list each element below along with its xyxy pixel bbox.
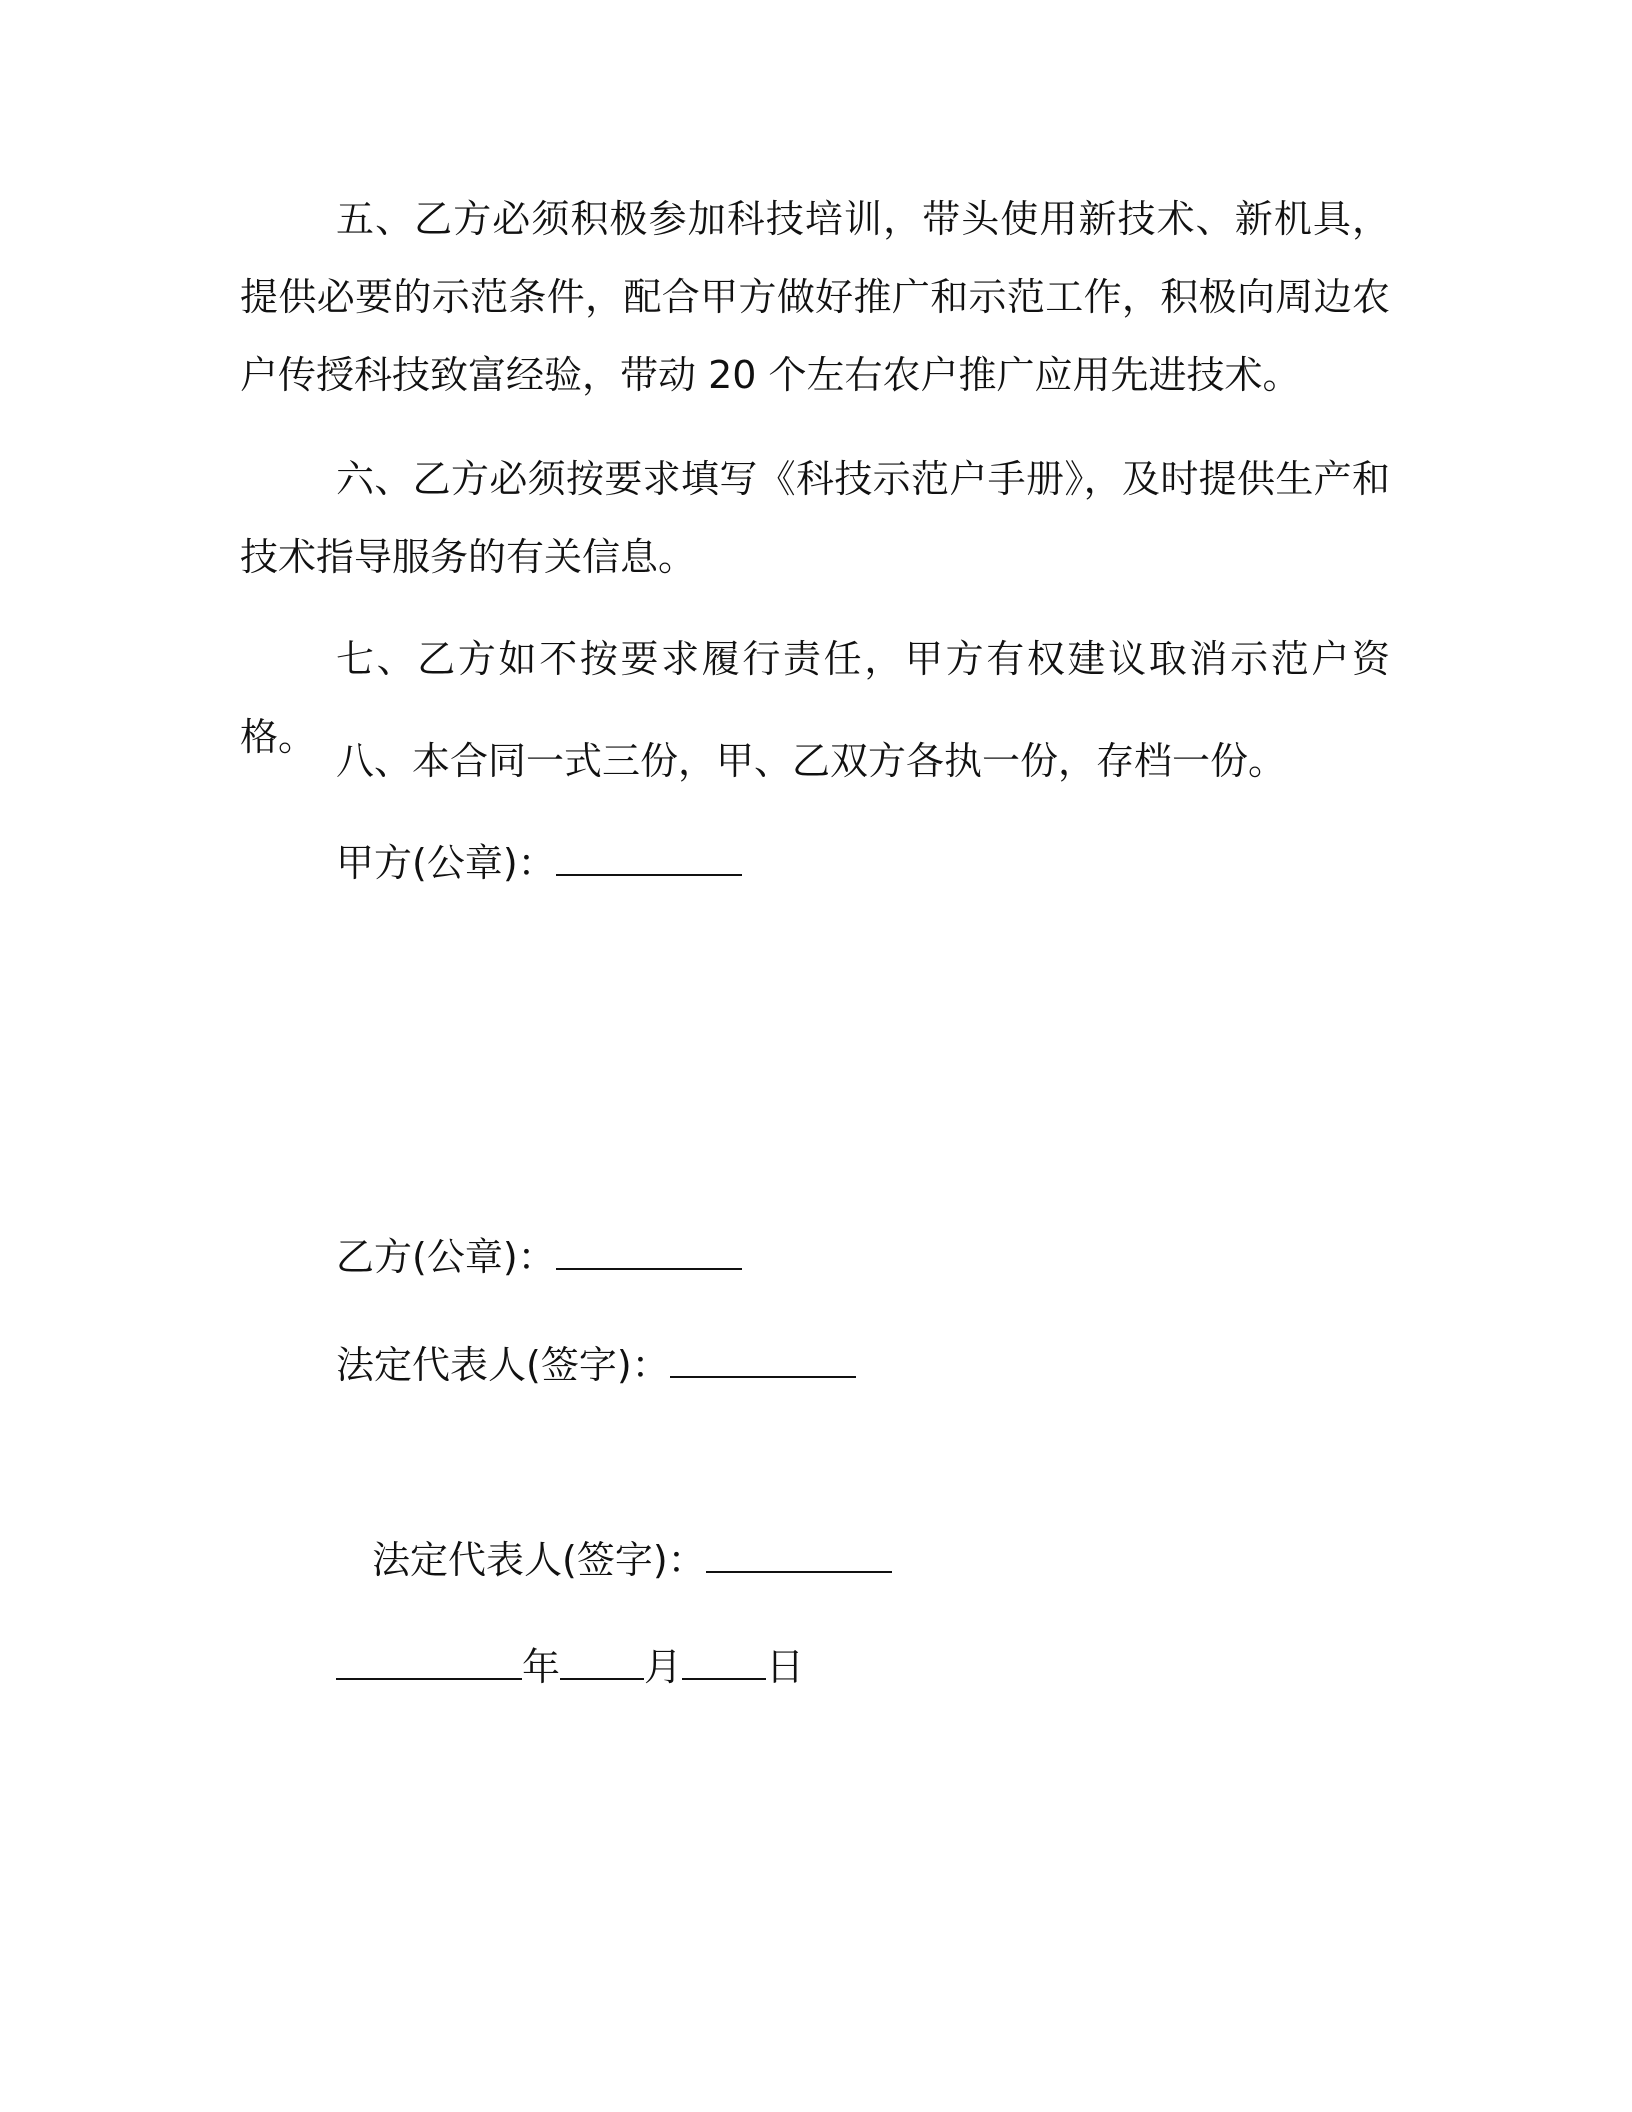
date-line xyxy=(336,1642,804,1692)
party-b-label: 乙方(公章)： xyxy=(336,1235,556,1279)
day-label: 日 xyxy=(766,1645,805,1689)
legal-rep-label-2: 法定代表人(签字)： xyxy=(372,1538,706,1582)
party-a-seal-blank[interactable] xyxy=(556,838,742,876)
legal-rep-label-1: 法定代表人(签字)： xyxy=(336,1343,670,1387)
clause-five: 五、乙方必须积极参加科技培训，带头使用新技术、新机具，提供必要的示范条件，配合甲方做好推广和示范工作，积极向周边农户传授科技致富经验，带动 20 个左右农户推广应用先进技术。 xyxy=(240,197,1390,397)
clause-eight: 八、本合同一式三份，甲、乙双方各执一份，存档一份。 xyxy=(336,739,1287,783)
party-a-label: 甲方(公章)： xyxy=(336,841,556,885)
clause-seven: 七、乙方如不按要求履行责任，甲方有权建议取消示范户资格。 xyxy=(240,637,1390,759)
legal-rep-signature-blank-2[interactable] xyxy=(706,1535,892,1573)
month-blank[interactable] xyxy=(560,1642,644,1680)
party-b-signature-line xyxy=(336,1232,742,1282)
month-label: 月 xyxy=(644,1645,683,1689)
year-blank[interactable] xyxy=(336,1642,522,1680)
legal-rep-signature-blank-1[interactable] xyxy=(670,1340,856,1378)
legal-rep-signature-line-1 xyxy=(336,1340,856,1390)
party-a-signature-line xyxy=(336,838,742,888)
clause-six: 六、乙方必须按要求填写《科技示范户手册》，及时提供生产和技术指导服务的有关信息。 xyxy=(240,457,1390,579)
legal-rep-signature-line-2 xyxy=(372,1535,892,1585)
day-blank[interactable] xyxy=(682,1642,766,1680)
year-label: 年 xyxy=(522,1645,561,1689)
party-b-seal-blank[interactable] xyxy=(556,1232,742,1270)
